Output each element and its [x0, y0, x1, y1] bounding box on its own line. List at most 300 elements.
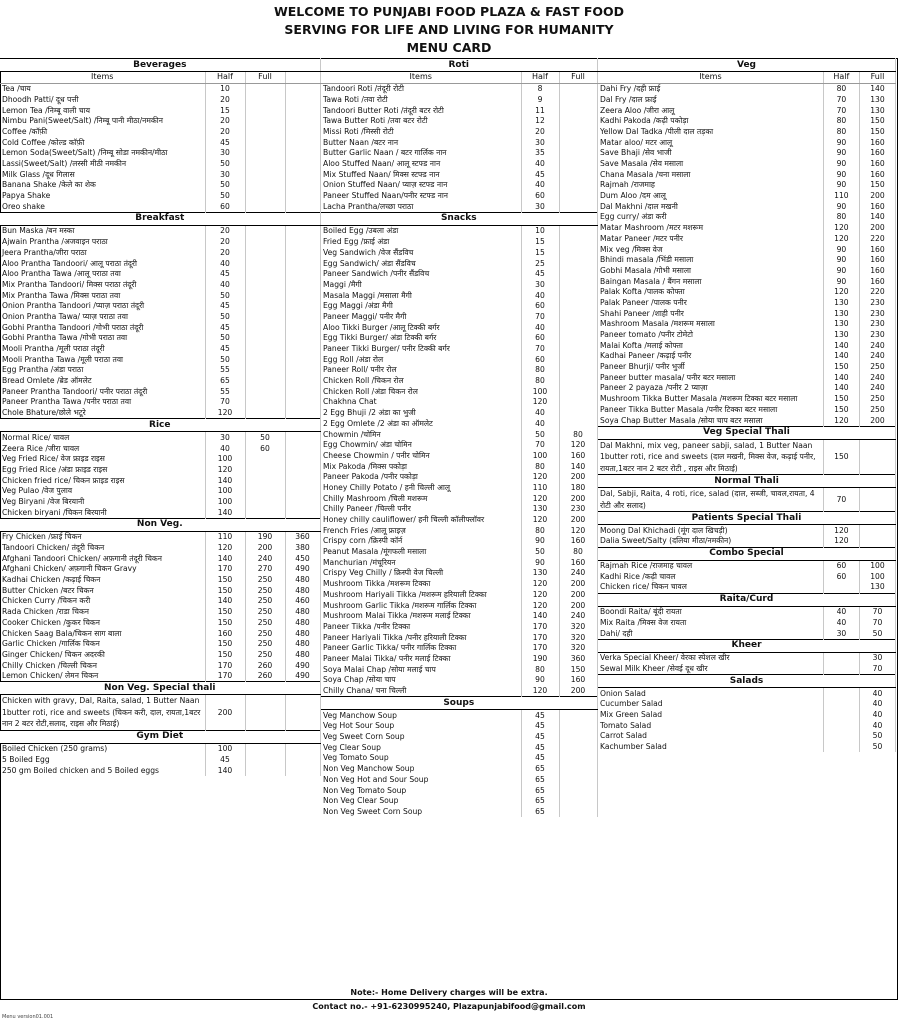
section-header — [0, 682, 320, 695]
menu-item-row[interactable] — [321, 440, 597, 451]
menu-item-price: 100 — [205, 743, 245, 754]
menu-item-row[interactable] — [0, 607, 320, 618]
menu-item-row[interactable] — [598, 571, 896, 582]
menu-item-row[interactable] — [598, 582, 896, 593]
menu-item-price — [285, 344, 320, 355]
menu-item-row[interactable] — [321, 742, 597, 753]
menu-item-row[interactable] — [598, 372, 896, 383]
menu-item-name: Veg Sandwich /वेज सैंडविच — [321, 247, 521, 258]
menu-item-row[interactable] — [0, 159, 320, 170]
menu-item-name: Zeera Aloo /जीरा आलू — [598, 105, 823, 116]
menu-item-price: 230 — [859, 319, 895, 330]
column-header: Half — [205, 72, 245, 84]
menu-item-price — [859, 488, 895, 512]
menu-item-row[interactable] — [321, 258, 597, 269]
menu-item-name: Garlic Chicken /गार्लिक चिकन — [0, 639, 205, 650]
menu-item-row[interactable] — [598, 699, 896, 710]
menu-item-row[interactable] — [321, 515, 597, 526]
menu-item-price: 170 — [521, 621, 559, 632]
menu-item-row[interactable] — [0, 376, 320, 387]
menu-item-row[interactable] — [321, 774, 597, 785]
menu-item-row[interactable] — [321, 269, 597, 280]
menu-item-row[interactable] — [321, 493, 597, 504]
menu-item-row[interactable] — [0, 279, 320, 290]
menu-item-price: 55 — [205, 386, 245, 397]
menu-item-row[interactable] — [321, 333, 597, 344]
menu-item-row[interactable] — [321, 472, 597, 483]
menu-item-price: 110 — [823, 191, 859, 202]
menu-item-price: 80 — [521, 376, 559, 387]
menu-item-row[interactable] — [0, 148, 320, 159]
menu-item-price — [285, 765, 320, 776]
section-title: Normal Thali — [598, 475, 896, 488]
menu-item-row[interactable] — [0, 333, 320, 344]
menu-item-name: Paneer 2 payaza /पनीर 2 प्याज़ा — [598, 383, 823, 394]
menu-item-row[interactable] — [598, 308, 896, 319]
menu-item-row[interactable] — [321, 159, 597, 170]
menu-item-row[interactable] — [0, 649, 320, 660]
menu-item-row[interactable] — [0, 201, 320, 212]
menu-item-name: Peanut Masala /मूंगफली मसाला — [321, 547, 521, 558]
menu-item-row[interactable] — [0, 639, 320, 650]
menu-item-row[interactable] — [598, 488, 896, 512]
menu-item-name: Kachumber Salad — [598, 742, 823, 753]
menu-item-row[interactable] — [598, 525, 896, 536]
menu-item-price: 60 — [823, 560, 859, 571]
menu-item-name: Paneer tomato /पनीर टोमेटो — [598, 330, 823, 341]
menu-item-row[interactable] — [321, 589, 597, 600]
menu-item-row[interactable] — [598, 201, 896, 212]
menu-item-row[interactable] — [0, 269, 320, 280]
menu-item-name: Ajwain Prantha /अजवाइन पराठा — [0, 237, 205, 248]
menu-item-price: 11 — [521, 105, 559, 116]
menu-item-row[interactable] — [321, 126, 597, 137]
menu-item-price — [245, 454, 285, 465]
menu-item-row[interactable] — [321, 354, 597, 365]
menu-item-price — [245, 191, 285, 202]
menu-item-price — [559, 753, 597, 764]
menu-item-row[interactable] — [321, 116, 597, 127]
menu-item-row[interactable] — [321, 806, 597, 817]
menu-item-row[interactable] — [0, 386, 320, 397]
menu-item-price — [285, 354, 320, 365]
menu-item-price: 40 — [205, 443, 245, 454]
menu-item-name: Matar Mashroom /मटर मशरूम — [598, 223, 823, 234]
menu-item-name: Moong Dal Khichadi (मूंग दाल खिचड़ी) — [598, 525, 823, 536]
menu-item-row[interactable] — [321, 105, 597, 116]
menu-item-price: 60 — [521, 301, 559, 312]
menu-item-row[interactable] — [598, 383, 896, 394]
menu-item-row[interactable] — [321, 376, 597, 387]
menu-item-name: 2 Egg Bhuji /2 अंडा का भुजी — [321, 408, 521, 419]
menu-item-name: Paneer Malai Tikka/ पनीर मलाई टिक्का — [321, 653, 521, 664]
menu-item-row[interactable] — [321, 94, 597, 105]
menu-item-row[interactable] — [321, 365, 597, 376]
menu-item-price: 230 — [559, 504, 597, 515]
menu-item-row[interactable] — [0, 301, 320, 312]
menu-item-row[interactable] — [321, 732, 597, 743]
menu-item-price: 120 — [521, 493, 559, 504]
menu-item-row[interactable] — [321, 290, 597, 301]
menu-item-price: 140 — [205, 507, 245, 518]
menu-item-row[interactable] — [0, 671, 320, 682]
menu-item-row[interactable] — [0, 553, 320, 564]
menu-item-row[interactable] — [321, 322, 597, 333]
menu-item-row[interactable] — [321, 461, 597, 472]
menu-item-name: Coffee /कॉफ़ी — [0, 126, 205, 137]
menu-item-row[interactable] — [321, 148, 597, 159]
section-title: Combo Special — [598, 547, 896, 560]
menu-item-row[interactable] — [321, 301, 597, 312]
menu-item-price — [559, 105, 597, 116]
menu-item-row[interactable] — [598, 351, 896, 362]
menu-item-row[interactable] — [0, 660, 320, 671]
menu-item-price: 260 — [245, 660, 285, 671]
menu-item-row[interactable] — [598, 83, 896, 94]
menu-item-row[interactable] — [321, 653, 597, 664]
menu-item-price: 250 — [245, 575, 285, 586]
menu-item-row[interactable] — [321, 450, 597, 461]
menu-item-row[interactable] — [0, 408, 320, 419]
menu-item-price: 150 — [859, 180, 895, 191]
menu-item-price: 8 — [521, 83, 559, 94]
menu-item-name: Chowmin /चोमिन — [321, 429, 521, 440]
menu-item-price: 230 — [859, 308, 895, 319]
menu-item-row[interactable] — [598, 105, 896, 116]
menu-item-row[interactable] — [0, 247, 320, 258]
menu-item-row[interactable] — [598, 276, 896, 287]
menu-item-price: 90 — [823, 148, 859, 159]
menu-item-name: Cheese Chowmin / पनीर चोमिन — [321, 450, 521, 461]
menu-item-price — [559, 159, 597, 170]
menu-item-row[interactable] — [0, 432, 320, 443]
menu-item-row[interactable] — [0, 743, 320, 754]
menu-item-row[interactable] — [321, 611, 597, 622]
menu-item-row[interactable] — [598, 340, 896, 351]
menu-item-row[interactable] — [321, 557, 597, 568]
menu-item-row[interactable] — [598, 617, 896, 628]
menu-item-price — [559, 408, 597, 419]
menu-item-row[interactable] — [0, 443, 320, 454]
menu-item-row[interactable] — [598, 169, 896, 180]
menu-item-row[interactable] — [0, 507, 320, 518]
menu-item-row[interactable] — [321, 721, 597, 732]
delivery-note: Note:- Home Delivery charges will be extra. — [350, 988, 548, 997]
menu-item-price — [285, 225, 320, 236]
menu-item-name: Onion Prantha Tandoori /प्याज़ पराठा तंदूरी — [0, 301, 205, 312]
menu-item-row[interactable] — [598, 709, 896, 720]
menu-item-row[interactable] — [598, 720, 896, 731]
menu-item-row[interactable] — [598, 233, 896, 244]
menu-item-row[interactable] — [321, 764, 597, 775]
menu-item-row[interactable] — [0, 126, 320, 137]
menu-item-row[interactable] — [598, 180, 896, 191]
menu-item-name: Tandoori Chicken/ तंदूरी चिकन — [0, 543, 205, 554]
menu-item-row[interactable] — [598, 265, 896, 276]
menu-item-row[interactable] — [0, 475, 320, 486]
menu-item-row[interactable] — [598, 126, 896, 137]
menu-item-price: 100 — [205, 486, 245, 497]
menu-item-price: 480 — [285, 628, 320, 639]
menu-item-price: 150 — [205, 639, 245, 650]
menu-item-row[interactable] — [0, 258, 320, 269]
menu-item-row[interactable] — [598, 330, 896, 341]
menu-item-price — [559, 116, 597, 127]
menu-item-price: 140 — [823, 340, 859, 351]
section-title: Veg Special Thali — [598, 426, 896, 439]
menu-item-row[interactable] — [0, 191, 320, 202]
menu-item-name: Palak Kofta /पालक कोफ्ता — [598, 287, 823, 298]
menu-item-row[interactable] — [0, 397, 320, 408]
menu-item-row[interactable] — [321, 344, 597, 355]
menu-item-price — [245, 486, 285, 497]
menu-item-price: 320 — [559, 643, 597, 654]
menu-item-price: 130 — [823, 297, 859, 308]
menu-item-row[interactable] — [321, 675, 597, 686]
restaurant-title: WELCOME TO PUNJABI FOOD PLAZA & FAST FOOD — [273, 4, 625, 19]
menu-item-row[interactable] — [598, 94, 896, 105]
menu-item-price: 140 — [823, 383, 859, 394]
menu-item-row[interactable] — [321, 600, 597, 611]
menu-item-row[interactable] — [598, 404, 896, 415]
menu-item-row[interactable] — [598, 362, 896, 373]
menu-item-row[interactable] — [598, 319, 896, 330]
menu-item-name: Palak Paneer /पालक पनीर — [598, 297, 823, 308]
menu-item-price — [559, 764, 597, 775]
menu-item-row[interactable] — [598, 652, 896, 663]
column-header: Items — [0, 72, 205, 84]
menu-item-price: 270 — [245, 564, 285, 575]
menu-item-row[interactable] — [598, 244, 896, 255]
menu-item-price: 120 — [205, 543, 245, 554]
menu-item-row[interactable] — [598, 742, 896, 753]
menu-item-price — [559, 322, 597, 333]
menu-item-row[interactable] — [0, 225, 320, 236]
menu-item-row[interactable] — [321, 418, 597, 429]
menu-item-row[interactable] — [321, 429, 597, 440]
menu-item-price — [559, 418, 597, 429]
menu-item-row[interactable] — [321, 621, 597, 632]
menu-item-price — [245, 695, 285, 731]
menu-item-row[interactable] — [0, 617, 320, 628]
menu-item-row[interactable] — [598, 536, 896, 547]
menu-item-row[interactable] — [0, 290, 320, 301]
menu-item-row[interactable] — [598, 297, 896, 308]
menu-item-row[interactable] — [321, 753, 597, 764]
menu-item-row[interactable] — [321, 225, 597, 236]
menu-item-name: Paneer Sandwich /पनीर सैंडविच — [321, 269, 521, 280]
menu-item-price: 90 — [823, 159, 859, 170]
menu-item-row[interactable] — [598, 255, 896, 266]
menu-item-name: Paneer Prantha Tandoori/ पनीर पराठा तंदूरी — [0, 386, 205, 397]
menu-item-row[interactable] — [321, 525, 597, 536]
menu-item-price: 50 — [205, 333, 245, 344]
column-header: Half — [521, 72, 559, 84]
menu-item-row[interactable] — [0, 116, 320, 127]
menu-item-price — [285, 475, 320, 486]
menu-item-row[interactable] — [598, 148, 896, 159]
menu-item-row[interactable] — [321, 710, 597, 721]
menu-item-price — [559, 376, 597, 387]
menu-item-row[interactable] — [0, 755, 320, 766]
menu-item-row[interactable] — [598, 191, 896, 202]
menu-item-name: Veg Clear Soup — [321, 742, 521, 753]
menu-item-row[interactable] — [321, 408, 597, 419]
menu-item-price: 230 — [859, 330, 895, 341]
menu-item-row[interactable] — [321, 643, 597, 654]
menu-item-name: Aloo Tikki Burger /आलू टिक्की बर्गर — [321, 322, 521, 333]
menu-item-name: Tandoori Butter Roti /तंदूरी बटर रोटी — [321, 105, 521, 116]
menu-item-row[interactable] — [598, 439, 896, 475]
menu-item-price — [285, 279, 320, 290]
menu-item-price — [245, 269, 285, 280]
version-label: Menu version01.001 — [2, 1014, 54, 1020]
menu-item-row[interactable] — [0, 564, 320, 575]
menu-item-price: 45 — [521, 742, 559, 753]
menu-item-price: 50 — [205, 311, 245, 322]
menu-item-row[interactable] — [0, 575, 320, 586]
menu-item-price: 100 — [521, 450, 559, 461]
menu-item-price: 45 — [205, 755, 245, 766]
menu-item-price — [245, 311, 285, 322]
menu-item-name: Kadhi Rice /कढ़ी चावल — [598, 571, 823, 582]
menu-item-row[interactable] — [321, 536, 597, 547]
column-header-row — [321, 72, 597, 84]
menu-item-row[interactable] — [598, 212, 896, 223]
menu-item-row[interactable] — [0, 322, 320, 333]
menu-item-row[interactable] — [321, 247, 597, 258]
menu-item-row[interactable] — [0, 454, 320, 465]
menu-item-price: 130 — [521, 568, 559, 579]
menu-item-price: 200 — [559, 515, 597, 526]
menu-item-row[interactable] — [321, 664, 597, 675]
menu-item-name: Chana Masala /चना मसाला — [598, 169, 823, 180]
menu-item-name: Soya Malai Chap /सोया मलाई चाप — [321, 664, 521, 675]
menu-item-row[interactable] — [0, 344, 320, 355]
menu-item-row[interactable] — [0, 765, 320, 776]
menu-item-row[interactable] — [598, 628, 896, 639]
menu-item-row[interactable] — [321, 686, 597, 697]
menu-item-price — [285, 169, 320, 180]
menu-item-row[interactable] — [0, 311, 320, 322]
menu-item-row[interactable] — [0, 169, 320, 180]
menu-item-row[interactable] — [321, 169, 597, 180]
menu-item-row[interactable] — [0, 695, 320, 731]
menu-item-row[interactable] — [0, 237, 320, 248]
menu-item-price: 260 — [245, 671, 285, 682]
column-header: Full — [245, 72, 285, 84]
menu-item-price: 65 — [521, 785, 559, 796]
menu-item-price — [559, 365, 597, 376]
menu-item-price — [245, 496, 285, 507]
menu-item-name: Aloo Prantha Tawa /आलू पराठा तवा — [0, 269, 205, 280]
menu-item-row[interactable] — [321, 137, 597, 148]
menu-item-name: Dal Makhni, mix veg, paneer sabji, salad, 1 Butter Naan 1butter roti, rice and sweets (दाल मखनी, मिक्स वेज, कढ़ाई पनीर, रायता,1बटर नान 2 बटर रोटी , राइस और मिठाई) — [598, 439, 823, 475]
menu-item-name: Paneer Tikka Butter Masala /पनीर टिक्का बटर मसाला — [598, 404, 823, 415]
menu-item-row[interactable] — [321, 632, 597, 643]
menu-item-row[interactable] — [321, 397, 597, 408]
menu-item-row[interactable] — [321, 386, 597, 397]
menu-item-row[interactable] — [321, 180, 597, 191]
menu-item-row[interactable] — [0, 531, 320, 542]
menu-item-row[interactable] — [598, 159, 896, 170]
menu-item-row[interactable] — [0, 105, 320, 116]
menu-item-name: Egg Prantha /अंडा पराठा — [0, 365, 205, 376]
menu-item-price — [823, 652, 859, 663]
menu-item-row[interactable] — [0, 83, 320, 94]
menu-item-row[interactable] — [321, 796, 597, 807]
menu-item-row[interactable] — [321, 568, 597, 579]
menu-item-row[interactable] — [598, 223, 896, 234]
menu-item-price: 120 — [823, 287, 859, 298]
menu-item-row[interactable] — [0, 628, 320, 639]
menu-item-row[interactable] — [321, 237, 597, 248]
menu-item-price: 120 — [521, 397, 559, 408]
menu-item-price: 60 — [823, 571, 859, 582]
menu-item-name: Dahi/ दही — [598, 628, 823, 639]
section-title: Roti — [321, 59, 597, 72]
menu-item-row[interactable] — [321, 504, 597, 515]
menu-item-price — [285, 322, 320, 333]
menu-item-name: Chicken fried rice/ चिकन फ्राइड राइस — [0, 475, 205, 486]
menu-item-row[interactable] — [0, 94, 320, 105]
menu-item-row[interactable] — [598, 116, 896, 127]
menu-item-row[interactable] — [321, 201, 597, 212]
menu-item-row[interactable] — [0, 486, 320, 497]
menu-item-row[interactable] — [598, 731, 896, 742]
menu-item-row[interactable] — [0, 543, 320, 554]
menu-item-price: 150 — [205, 607, 245, 618]
menu-item-row[interactable] — [598, 560, 896, 571]
menu-item-price: 50 — [205, 354, 245, 365]
menu-item-name: Non Veg Hot and Sour Soup — [321, 774, 521, 785]
menu-item-row[interactable] — [0, 496, 320, 507]
menu-item-row[interactable] — [0, 354, 320, 365]
menu-item-name: Chicken rice/ चिकन चावल — [598, 582, 823, 593]
menu-item-row[interactable] — [598, 663, 896, 674]
menu-item-row[interactable] — [0, 365, 320, 376]
section-header — [0, 59, 320, 72]
menu-item-row[interactable] — [321, 311, 597, 322]
menu-item-row[interactable] — [0, 180, 320, 191]
menu-item-price: 150 — [205, 617, 245, 628]
menu-item-row[interactable] — [598, 606, 896, 617]
menu-item-price — [285, 507, 320, 518]
menu-item-row[interactable] — [598, 688, 896, 699]
menu-item-row[interactable] — [321, 279, 597, 290]
menu-item-price: 140 — [521, 611, 559, 622]
menu-item-row[interactable] — [321, 785, 597, 796]
menu-item-row[interactable] — [321, 482, 597, 493]
menu-item-row[interactable] — [321, 547, 597, 558]
menu-item-row[interactable] — [0, 585, 320, 596]
menu-item-row[interactable] — [598, 394, 896, 405]
menu-item-name: Boiled Chicken (250 grams) — [0, 743, 205, 754]
menu-item-price: 460 — [285, 596, 320, 607]
menu-item-row[interactable] — [321, 191, 597, 202]
menu-item-row[interactable] — [598, 415, 896, 426]
menu-item-price — [559, 774, 597, 785]
menu-item-row[interactable] — [0, 596, 320, 607]
menu-item-price: 30 — [521, 279, 559, 290]
menu-item-row[interactable] — [0, 137, 320, 148]
menu-item-price — [559, 311, 597, 322]
menu-item-row[interactable] — [0, 464, 320, 475]
menu-item-row[interactable] — [598, 137, 896, 148]
menu-item-row[interactable] — [321, 83, 597, 94]
menu-item-row[interactable] — [321, 579, 597, 590]
menu-item-row[interactable] — [598, 287, 896, 298]
